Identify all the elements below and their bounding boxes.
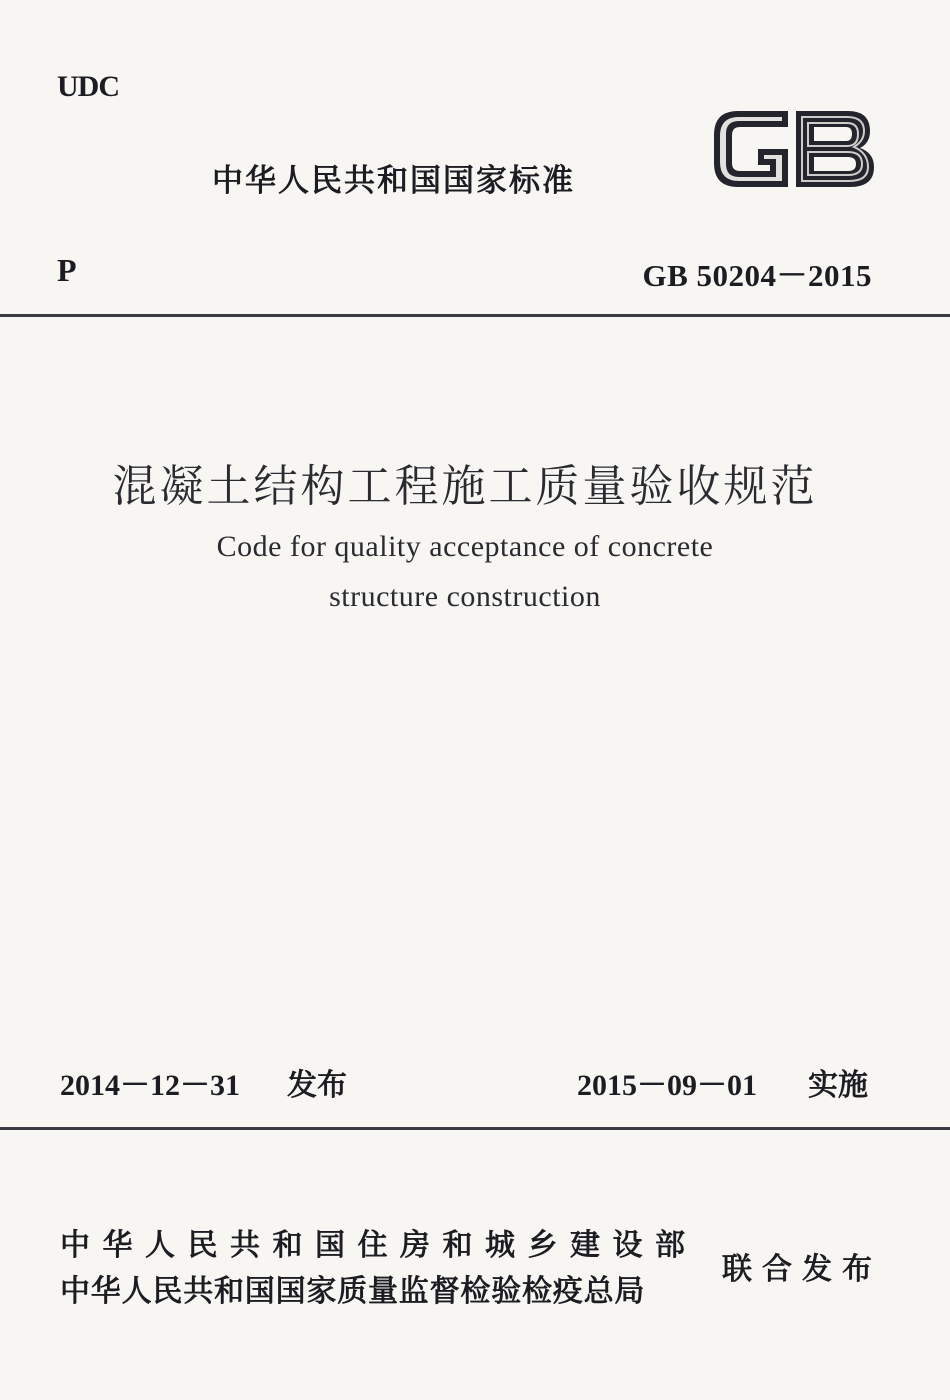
gb-logo [708,103,878,195]
udc-label: UDC [57,70,119,103]
effective-label: 实施 [808,1068,868,1103]
effective-date: 2015－09－01 [577,1069,757,1102]
joint-issue-label: 联合发布 [722,1252,882,1287]
publish-label: 发布 [287,1068,347,1103]
publish-date: 2014－12－31 [60,1069,240,1102]
title-english-line1: Code for quality acceptance of concrete [216,530,714,563]
classification-code: P [57,252,77,288]
national-standard-heading: 中华人民共和国国家标准 [212,163,575,199]
standard-number: GB 50204－2015 [642,258,872,293]
title-chinese: 混凝土结构工程施工质量验收规范 [112,461,818,512]
issuer-ministry-housing: 中华人民共和国住房和城乡建设部 [60,1228,698,1263]
title-english-line2: structure construction [329,580,601,613]
issuer-quality-administration: 中华人民共和国国家质量监督检验检疫总局 [60,1274,646,1309]
top-divider [0,314,950,317]
gb-logo-icon [708,103,878,195]
bottom-divider [0,1127,950,1130]
